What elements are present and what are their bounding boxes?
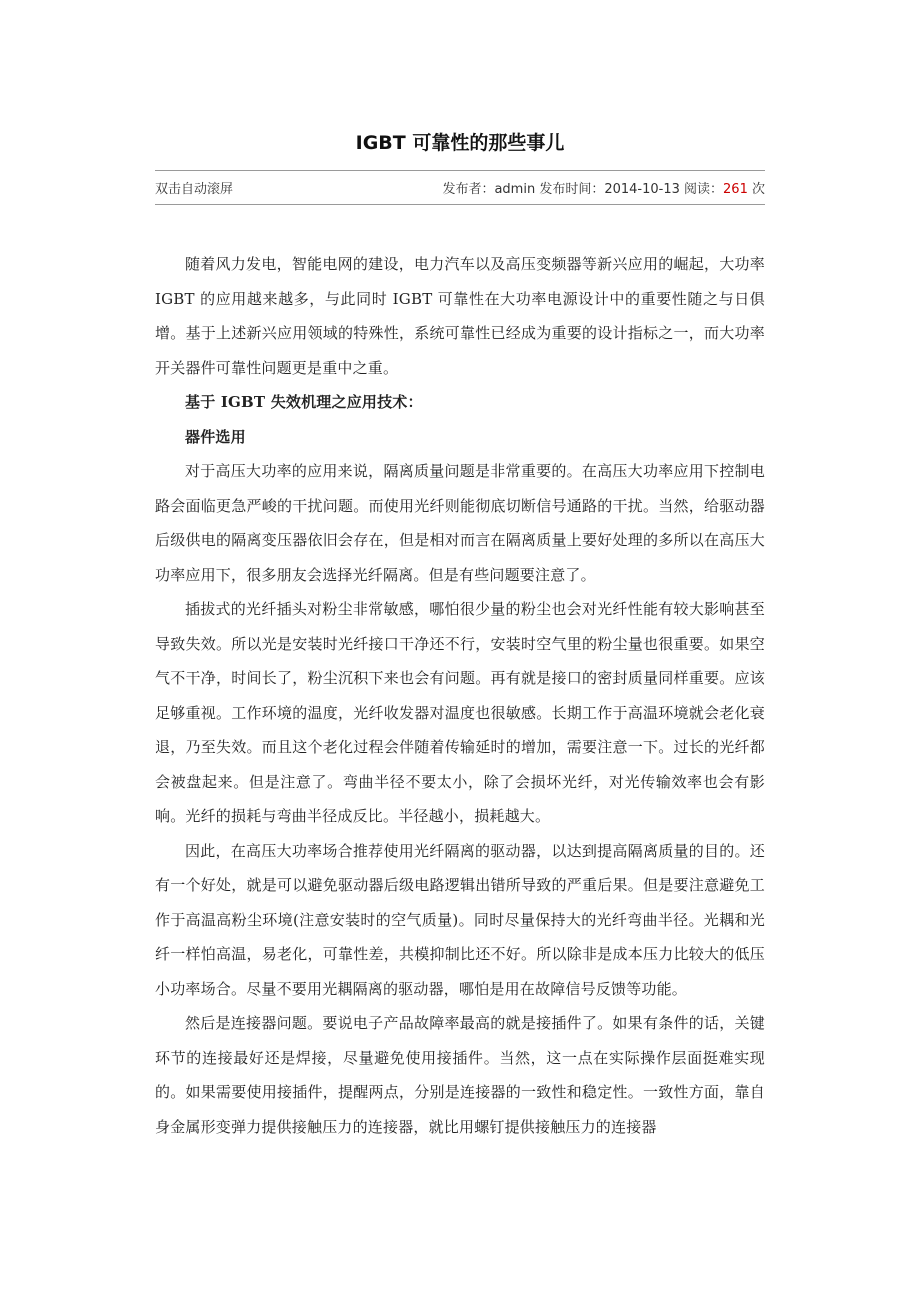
read-count-unit: 次 xyxy=(747,182,765,197)
article-meta-bar xyxy=(155,171,765,204)
article-content xyxy=(155,205,765,1144)
article-page xyxy=(155,0,765,1144)
read-count: 261 xyxy=(723,182,748,197)
publish-date: 2014-10-13 xyxy=(604,182,680,197)
paragraph-fiber-dust: 插拔式的光纤插头对粉尘非常敏感，哪怕很少量的粉尘也会对光纤性能有较大影响甚至导致失效。所以光是安装时光纤接口干净还不行，安装时空气里的粉尘量也很重要。如果空气不干净，时间长了，粉尘沉积下来也会有问题。再有就是接口的密封质量同样重要。应该足够重视。工作环境的温度，光纤收发器对温度也很敏感。长期工作于高温环境就会老化衰退，乃至失效。而且这个老化过程会伴随着传输延时的增加，需要注意一下。过长的光纤都会被盘起来。但是注意了。弯曲半径不要太小，除了会损坏光纤，对光传输效率也会有影响。光纤的损耗与弯曲半径成反比。半径越小，损耗越大。 xyxy=(155,600,765,825)
paragraph-isolation: 对于高压大功率的应用来说，隔离质量问题是非常重要的。在高压大功率应用下控制电路会面临更急严峻的干扰问题。而使用光纤则能彻底切断信号通路的干扰。当然，给驱动器后级供电的隔离变压器依旧会存在，但是相对而言在隔离质量上要好处理的多所以在高压大功率应用下，很多朋友会选择光纤隔离。但是有些问题要注意了。 xyxy=(155,462,765,584)
section-heading: 基于 IGBT 失效机理之应用技术： xyxy=(185,393,423,411)
auto-scroll-hint[interactable]: 双击自动滚屏 xyxy=(155,182,234,197)
subsection-heading: 器件选用 xyxy=(185,427,246,446)
publish-info xyxy=(442,178,765,197)
publish-date-label: 发布时间： xyxy=(535,182,605,197)
publisher-name: admin xyxy=(494,182,536,197)
paragraph-recommendation: 因此，在高压大功率场合推荐使用光纤隔离的驱动器，以达到提高隔离质量的目的。还有一个好处，就是可以避免驱动器后级电路逻辑出错所导致的严重后果。但是要注意避免工作于高温高粉尘环境(注意安装时的空气质量)。同时尽量保持大的光纤弯曲半径。光耦和光纤一样怕高温，易老化，可靠性差，共模抑制比还不好。所以除非是成本压力比较大的低压小功率场合。尽量不要用光耦隔离的驱动器，哪怕是用在故障信号反馈等功能。 xyxy=(155,841,765,998)
paragraph-intro: 随着风力发电，智能电网的建设，电力汽车以及高压变频器等新兴应用的崛起，大功率 IGBT 的应用越来越多，与此同时 IGBT 可靠性在大功率电源设计中的重要性随之与日俱增。基于上述新兴应用领域的特殊性，系统可靠性已经成为重要的设计指标之一，而大功率开关器件可靠性问题更是重中之重。 xyxy=(155,255,765,377)
publisher-label: 发布者： xyxy=(442,182,495,197)
article-title: IGBT 可靠性的那些事儿 xyxy=(355,132,565,154)
paragraph-connectors: 然后是连接器问题。要说电子产品故障率最高的就是接插件了。如果有条件的话，关键环节的连接最好还是焊接，尽量避免使用接插件。当然，这一点在实际操作层面挺难实现的。如果需要使用接插件，提醒两点，分别是连接器的一致性和稳定性。一致性方面，靠自身金属形变弹力提供接触压力的连接器，就比用螺钉提供接触压力的连接器 xyxy=(155,1014,765,1136)
read-count-label: 阅读： xyxy=(679,182,724,197)
